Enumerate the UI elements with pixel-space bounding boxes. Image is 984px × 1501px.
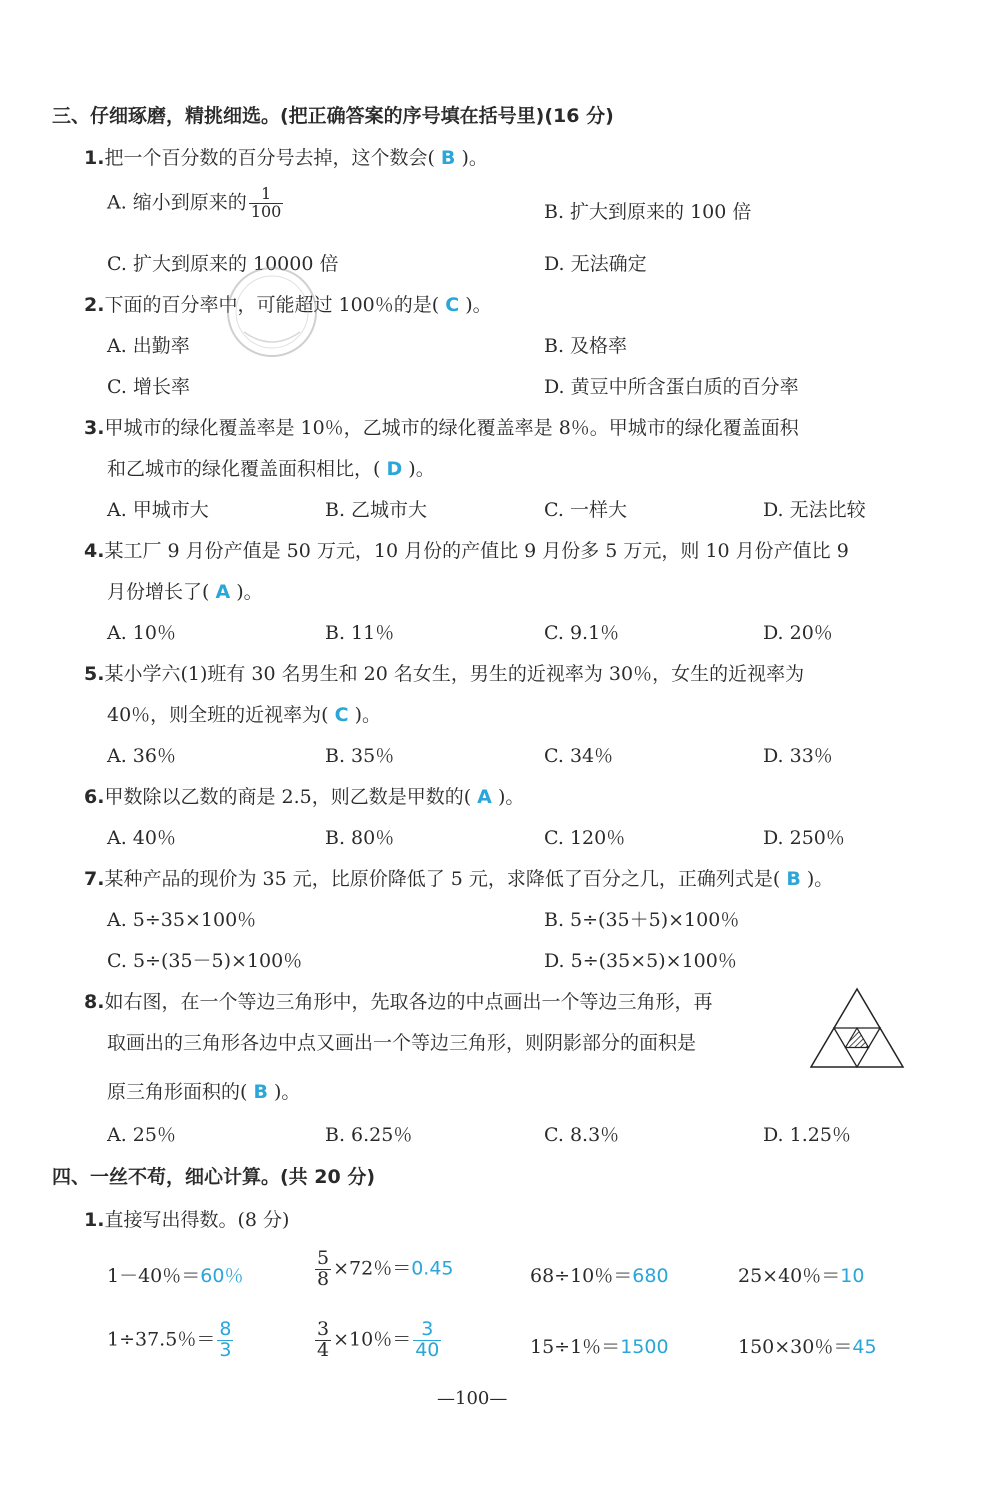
option-8a: A. 25％ [107,1124,176,1146]
option-3d: D. 无法比较 [763,499,866,521]
question-8-line3: 原三角形面积的( B )。 [107,1081,301,1103]
option-5b: B. 35％ [325,745,395,767]
option-1a: A. 缩小到原来的 $\frac{1}{100}$ [107,184,282,221]
question-3: 3.甲城市的绿化覆盖率是 10％，乙城市的绿化覆盖率是 8％。甲城市的绿化覆盖面积 [84,417,799,439]
answer-6: A [477,786,492,808]
answer-5: C [334,704,349,726]
option-8d: D. 1.25％ [763,1124,851,1146]
calc-8: 150×30％＝45 [738,1336,877,1358]
option-7a: A. 5÷35×100％ [107,909,257,931]
question-1: 1.把一个百分数的百分号去掉，这个数会( B )。 [84,147,488,169]
option-8b: B. 6.25％ [325,1124,413,1146]
question-8: 8.如右图，在一个等边三角形中，先取各边的中点画出一个等边三角形，再 [84,991,713,1013]
option-1d: D. 无法确定 [544,253,647,275]
watermark-stamp-icon [222,262,322,362]
option-4c: C. 9.1％ [544,622,620,644]
question-8-line2: 取画出的三角形各边中点又画出一个等边三角形，则阴影部分的面积是 [107,1032,697,1054]
question-4: 4.某工厂 9 月份产值是 50 万元，10 月份的产值比 9 月份多 5 万元，则 10 月份产值比 9 [84,540,849,562]
calc-answer: 10 [840,1265,865,1287]
calc-2: $\frac{5}{8}$ ×72％＝0.45 [317,1247,454,1290]
option-1b: B. 扩大到原来的 100 倍 [544,201,752,223]
question-5: 5.某小学六(1)班有 30 名男生和 20 名女生，男生的近视率为 30％，女生的近视率为 [84,663,805,685]
option-5c: C. 34％ [544,745,614,767]
page-number: —100— [437,1388,508,1409]
option-2d: D. 黄豆中所含蛋白质的百分率 [544,376,799,398]
option-4a: A. 10％ [107,622,176,644]
option-7d: D. 5÷(35×5)×100％ [544,950,737,972]
option-2c: C. 增长率 [107,376,190,398]
calc-5: 1÷37.5％＝ $\frac{8}{3}$ [107,1318,232,1361]
option-6a: A. 40％ [107,827,176,849]
question-6: 6.甲数除以乙数的商是 2.5，则乙数是甲数的( A )。 [84,786,525,808]
calc-answer: $\frac{8}{3}$ [219,1318,232,1361]
calc-3: 68÷10％＝680 [530,1265,669,1287]
question-4-line2: 月份增长了( A )。 [107,581,263,603]
answer-4: A [215,581,231,603]
option-7b: B. 5÷(35＋5)×100％ [544,909,740,931]
calc-answer: 1500 [620,1336,669,1358]
option-4b: B. 11％ [325,622,395,644]
calc-answer: 680 [632,1265,669,1287]
section-3-title: 三、仔细琢磨，精挑细选。(把正确答案的序号填在括号里)(16 分) [52,105,614,127]
option-6b: B. 80％ [325,827,395,849]
question-2: 2.下面的百分率中，可能超过 100％的是( C )。 [84,294,492,316]
option-3a: A. 甲城市大 [107,499,209,521]
calc-answer: $\frac{3}{40}$ [415,1318,440,1361]
option-4d: D. 20％ [763,622,833,644]
question-5-line2: 40％，则全班的近视率为( C )。 [107,704,382,726]
answer-1: B [440,147,456,169]
answer-8: B [253,1081,268,1103]
answer-7: B [786,868,801,890]
calc-7: 15÷1％＝1500 [530,1336,669,1358]
question-3-line2: 和乙城市的绿化覆盖面积相比，( D )。 [107,458,435,480]
option-6c: C. 120％ [544,827,626,849]
option-5d: D. 33％ [763,745,833,767]
answer-2: C [445,294,460,316]
calc-answer: 45 [852,1336,877,1358]
calc-4: 25×40％＝10 [738,1265,865,1287]
option-1c: C. 扩大到原来的 10000 倍 [107,253,339,275]
calc-1: 1－40％＝60％ [107,1265,244,1287]
answer-3: D [386,458,403,480]
option-8c: C. 8.3％ [544,1124,620,1146]
option-3b: B. 乙城市大 [325,499,428,521]
triangle-figure [808,986,906,1070]
option-2a: A. 出勤率 [107,335,190,357]
calc-6: $\frac{3}{4}$ ×10％＝ $\frac{3}{40}$ [317,1318,440,1361]
option-2b: B. 及格率 [544,335,628,357]
option-3c: C. 一样大 [544,499,627,521]
shaded-triangle [846,1028,869,1048]
option-5a: A. 36％ [107,745,176,767]
calc-answer: 0.45 [411,1257,454,1280]
section-4-title: 四、一丝不苟，细心计算。(共 20 分) [52,1166,376,1188]
question-number: 1. [84,147,105,169]
calc-answer: 60％ [200,1265,244,1287]
question-7: 7.某种产品的现价为 35 元，比原价降低了 5 元，求降低了百分之几，正确列式是( B )。 [84,868,834,890]
option-6d: D. 250％ [763,827,845,849]
option-7c: C. 5÷(35－5)×100％ [107,950,303,972]
section-4-q1: 1.直接写出得数。(8 分) [84,1209,290,1231]
